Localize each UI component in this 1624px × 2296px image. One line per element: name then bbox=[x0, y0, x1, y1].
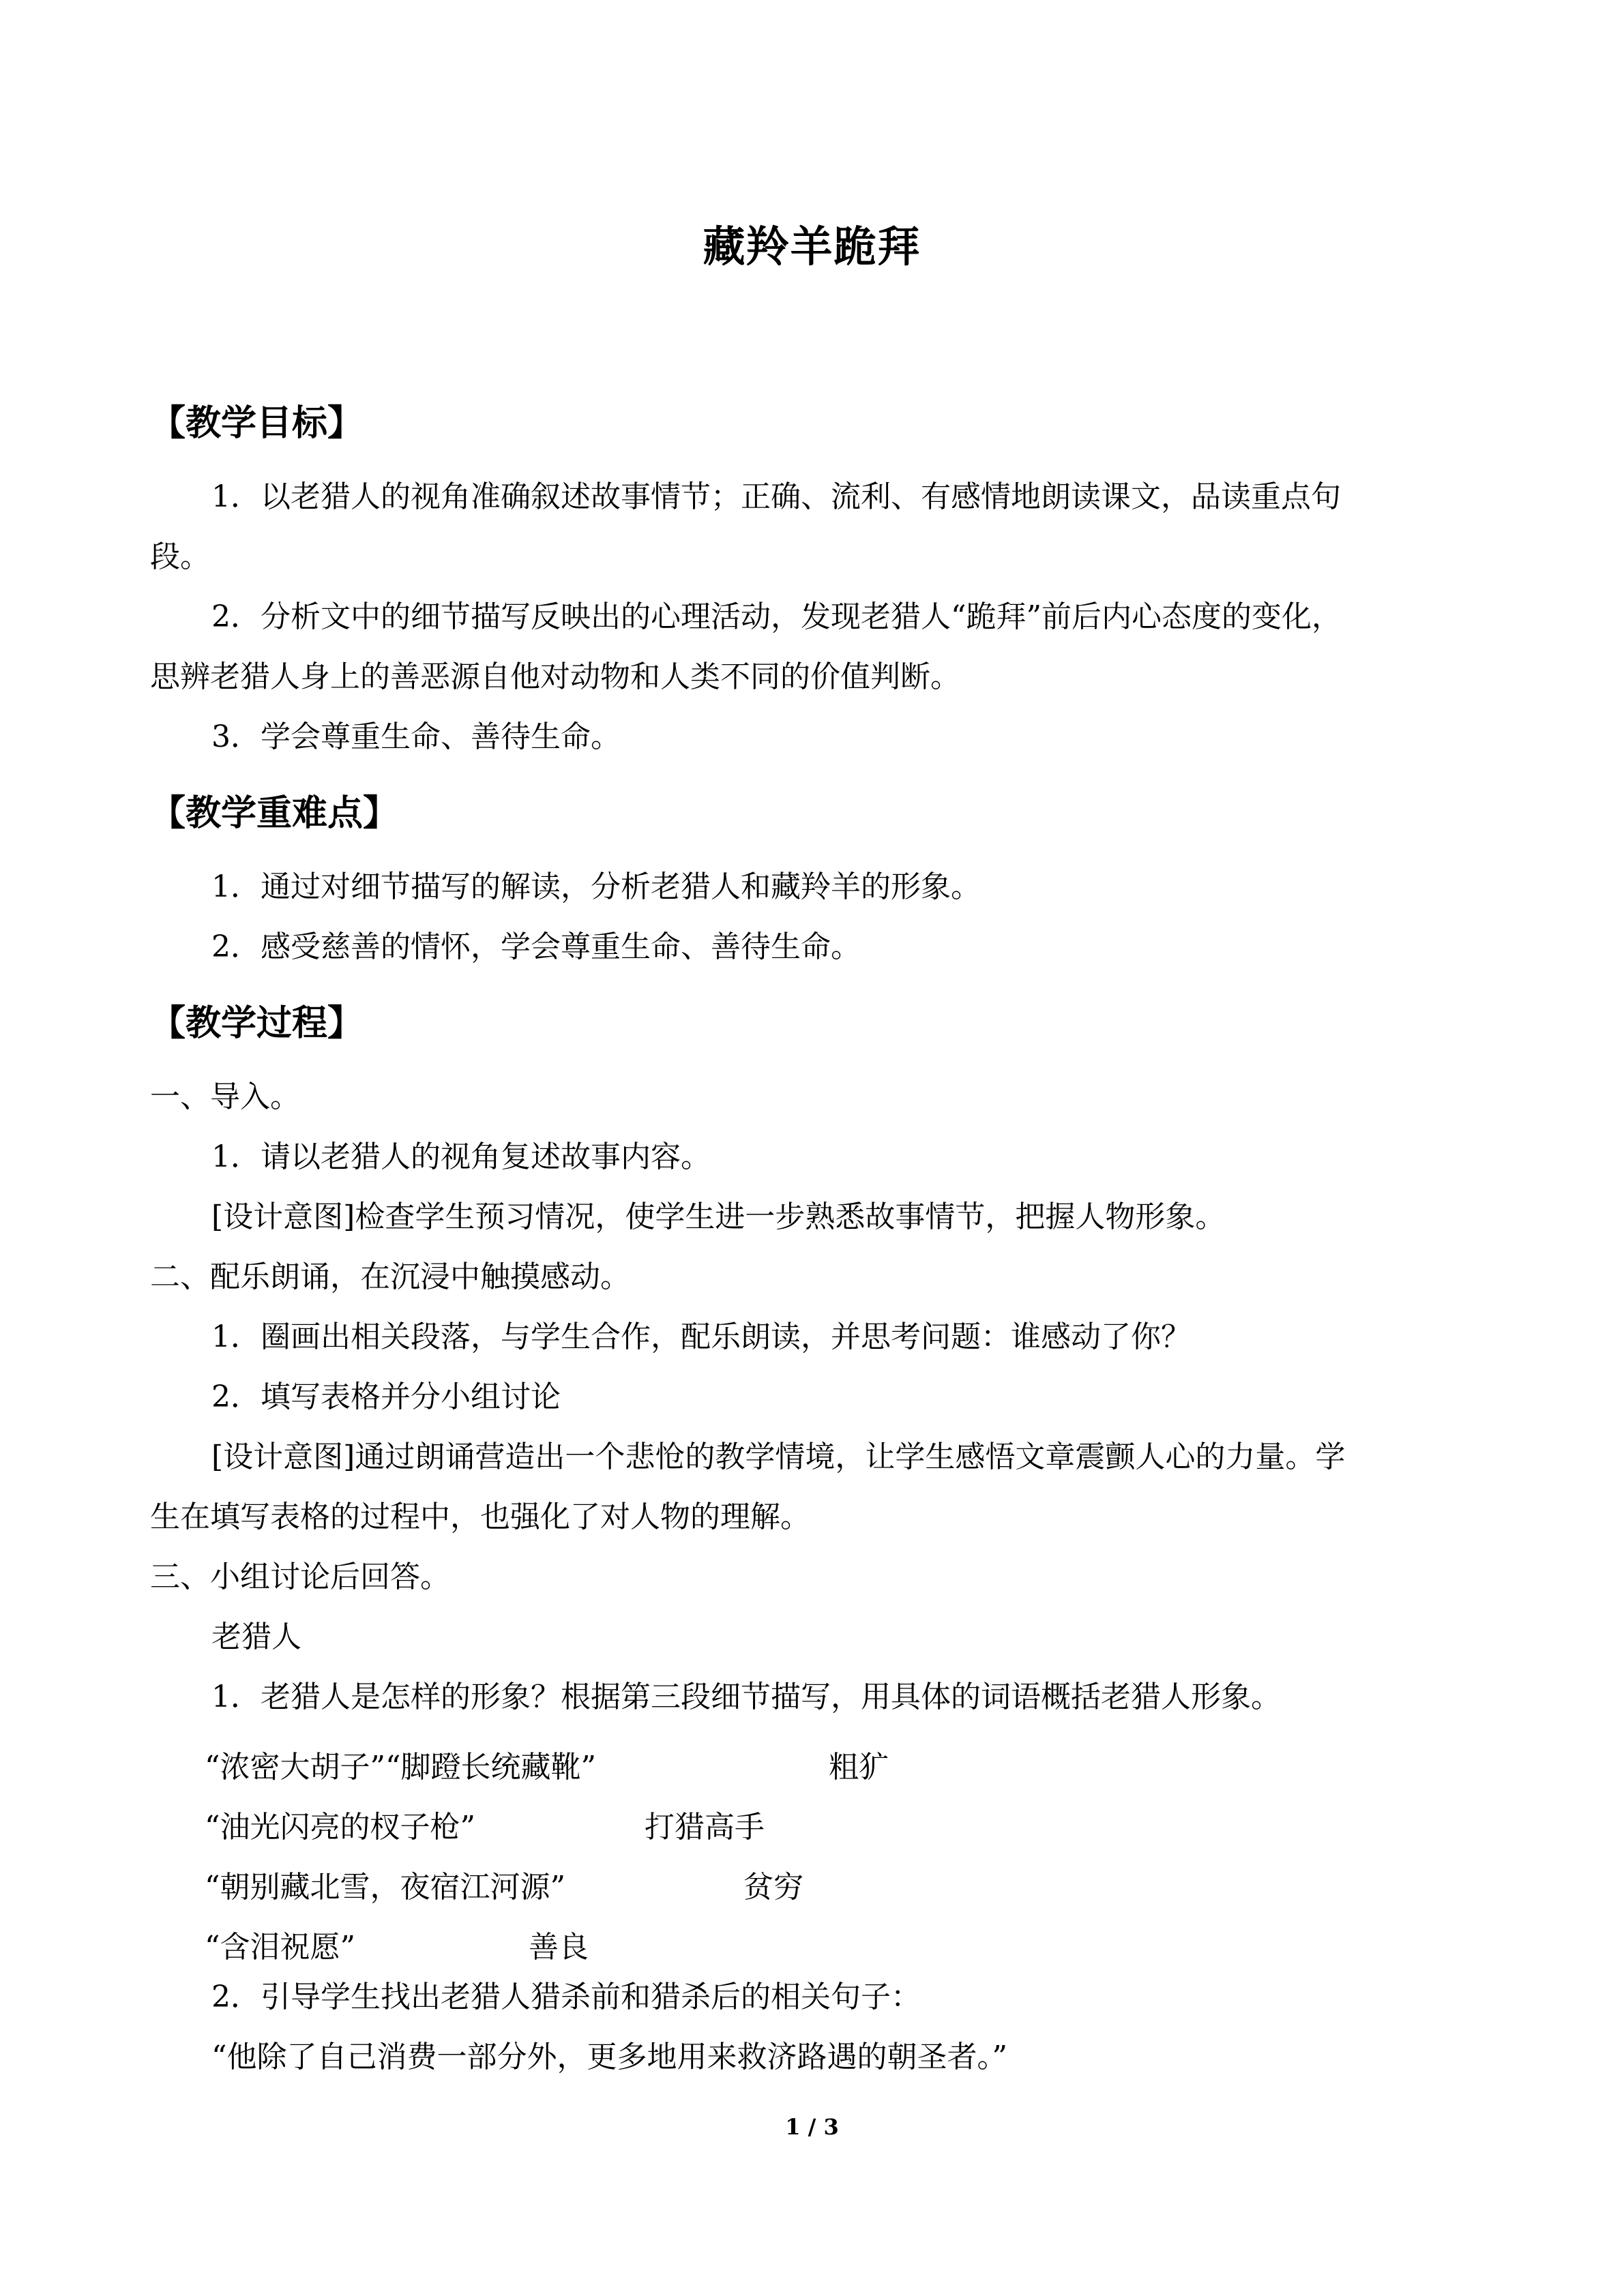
process-item: 1．圈画出相关段落，与学生合作，配乐朗读，并思考问题：谁感动了你？ bbox=[211, 1320, 1191, 1354]
objective-line-3: 3．学会尊重生命、善待生命。 bbox=[211, 719, 621, 754]
quote-cell: “浓密大胡子”“脚蹬长统藏靴” bbox=[205, 1750, 596, 1785]
objective-line-2: 2．分析文中的细节描写反映出的心理活动，发现老猎人“跪拜”前后内心态度的变化， bbox=[211, 599, 1342, 634]
objective-line-1: 1．以老猎人的视角准确叙述故事情节；正确、流利、有感情地朗读课文，品读重点句 bbox=[211, 479, 1341, 514]
quoted-sentence: “他除了自己消费一部分外，更多地用来救济路遇的朝圣者。” bbox=[211, 2040, 1007, 2074]
objective-line-2-cont: 思辨老猎人身上的善恶源自他对动物和人类不同的价值判断。 bbox=[150, 659, 960, 694]
process-heading: 【教学过程】 bbox=[150, 1003, 364, 1044]
process-item: 2．填写表格并分小组讨论 bbox=[211, 1380, 561, 1414]
trait-cell: 粗犷 bbox=[829, 1750, 889, 1785]
design-intent: [设计意图]检查学生预习情况，使学生进一步熟悉故事情节，把握人物形象。 bbox=[211, 1199, 1226, 1234]
process-section-3: 三、小组讨论后回答。 bbox=[150, 1560, 450, 1594]
quote-cell: “油光闪亮的杈子枪” bbox=[205, 1810, 475, 1845]
process-item: 2．引导学生找出老猎人猎杀前和猎杀后的相关句子： bbox=[211, 1980, 921, 2014]
process-section-1: 一、导入。 bbox=[150, 1079, 300, 1114]
trait-cell: 善良 bbox=[529, 1930, 589, 1965]
process-item: 1．老猎人是怎样的形象？根据第三段细节描写，用具体的词语概括老猎人形象。 bbox=[211, 1680, 1281, 1714]
page-title: 藏羚羊跪拜 bbox=[703, 222, 921, 271]
quote-cell: “含泪祝愿” bbox=[205, 1930, 355, 1965]
key-points-heading: 【教学重难点】 bbox=[150, 793, 399, 834]
quote-cell: “朝别藏北雪，夜宿江河源” bbox=[205, 1870, 565, 1905]
key-point-2: 2．感受慈善的情怀，学会尊重生命、善待生命。 bbox=[211, 929, 861, 964]
key-point-1: 1．通过对细节描写的解读，分析老猎人和藏羚羊的形象。 bbox=[211, 869, 981, 904]
trait-cell: 打猎高手 bbox=[645, 1810, 765, 1845]
trait-cell: 贫穷 bbox=[743, 1870, 803, 1905]
page-number: 1 / 3 bbox=[785, 2114, 839, 2140]
objectives-heading: 【教学目标】 bbox=[150, 403, 364, 444]
process-section-2: 二、配乐朗诵，在沉浸中触摸感动。 bbox=[150, 1259, 630, 1294]
process-item: 1．请以老猎人的视角复述故事内容。 bbox=[211, 1139, 711, 1174]
design-intent-cont: 生在填写表格的过程中，也强化了对人物的理解。 bbox=[150, 1500, 810, 1534]
objective-line-1-cont: 段。 bbox=[150, 539, 210, 574]
design-intent: [设计意图]通过朗诵营造出一个悲怆的教学情境，让学生感悟文章震颤人心的力量。学 bbox=[211, 1440, 1346, 1474]
subheading-old-hunter: 老猎人 bbox=[211, 1620, 301, 1654]
